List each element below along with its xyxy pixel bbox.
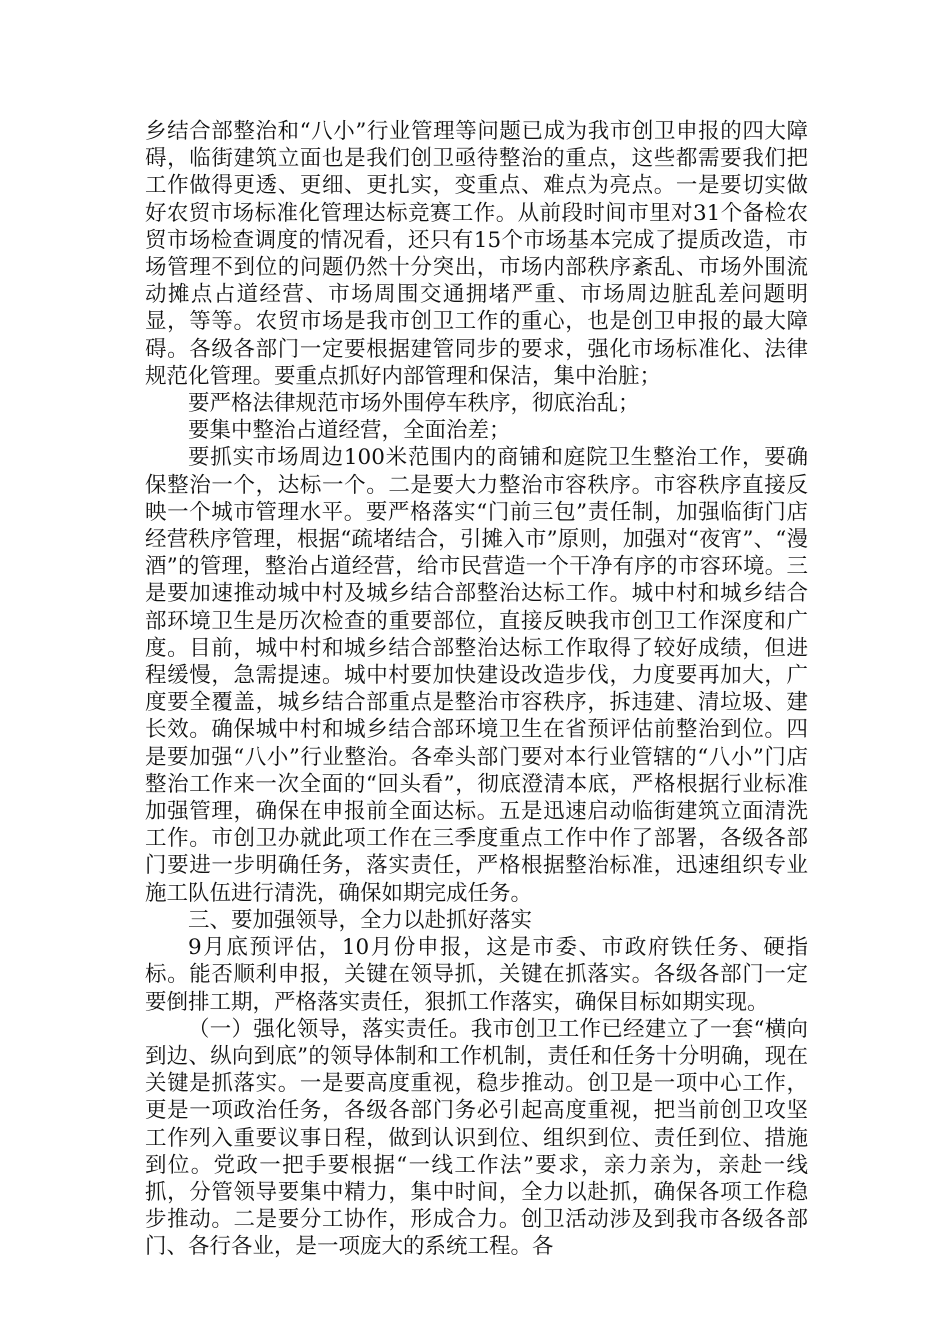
- paragraph-schedule: 9月底预评估，10月份申报，这是市委、市政府铁任务、硬指标。能否顺利申报，关键在领导抓，关键在抓落实。各级各部门一定要倒排工期，严格落实责任，狠抓工作落实，确保目标如期实现。: [145, 935, 808, 1015]
- paragraph-parking-order: 要严格法律规范市场外围停车秩序，彻底治乱；: [188, 391, 640, 417]
- paragraph-road-occupation: 要集中整治占道经营，全面治差；: [188, 418, 511, 444]
- document-body: [145, 118, 808, 1261]
- section-heading-three: 三、要加强领导，全力以赴抓好落实: [188, 907, 533, 933]
- paragraph-leadership: （一）强化领导，落实责任。我市创卫工作已经建立了一套“横向到边、纵向到底”的领导体制和工作机制，责任和任务十分明确，现在关键是抓落实。一是要高度重视，稳步推动。创卫是一项中心工作，更是一项政治任务，各级各部门务必引起高度重视，把当前创卫攻坚工作列入重要议事日程，做到认识到位、组织到位、责任到位、措施到位。党政一把手要根据“一线工作法”要求，亲力亲为，亲赴一线抓，分管领导要集中精力，集中时间，全力以赴抓，确保各项工作稳步推动。二是要分工协作，形成合力。创卫活动涉及到我市各级各部门、各行各业，是一项庞大的系统工程。各: [145, 1016, 808, 1260]
- paragraph-continued: 乡结合部整治和“八小”行业管理等问题已成为我市创卫申报的四大障碍，临街建筑立面也是我们创卫亟待整治的重点，这些都需要我们把工作做得更透、更细、更扎实，变重点、难点为亮点。一是要切实做好农贸市场标准化管理达标竞赛工作。从前段时间市里对31个备检农贸市场检查调度的情况看，还只有15个市场基本完成了提质改造，市场管理不到位的问题仍然十分突出，市场内部秩序紊乱、市场外围流动摊点占道经营、市场周围交通拥堵严重、市场周边脏乱差问题明显，等等。农贸市场是我市创卫工作的重心，也是创卫申报的最大障碍。各级各部门一定要根据建管同步的要求，强化市场标准化、法律规范化管理。要重点抓好内部管理和保洁，集中治脏；: [145, 119, 808, 389]
- paragraph-market-surroundings: 要抓实市场周边100米范围内的商铺和庭院卫生整治工作，要确保整治一个，达标一个。二是要大力整治市容秩序。市容秩序直接反映一个城市管理水平。要严格落实“门前三包”责任制，加强临街门店经营秩序管理，根据“疏堵结合，引摊入市”原则，加强对“夜宵”、“漫酒”的管理，整治占道经营，给市民营造一个干净有序的市容环境。三是要加速推动城中村及城乡结合部整治达标工作。城中村和城乡结合部环境卫生是历次检查的重要部位，直接反映我市创卫工作深度和广度。目前，城中村和城乡结合部整治达标工作取得了较好成绩，但进程缓慢，急需提速。城中村要加快建设改造步伐，力度要再加大，广度要全覆盖，城乡结合部重点是整治市容秩序，拆违建、清垃圾、建长效。确保城中村和城乡结合部环境卫生在省预评估前整治到位。四是要加强“八小”行业整治。各牵头部门要对本行业管辖的“八小”门店整治工作来一次全面的“回头看”，彻底澄清本底，严格根据行业标准加强管理，确保在申报前全面达标。五是迅速启动临街建筑立面清洗工作。市创卫办就此项工作在三季度重点工作中作了部署，各级各部门要进一步明确任务，落实责任，严格根据整治标准，迅速组织专业施工队伍进行清洗，确保如期完成任务。: [145, 445, 808, 906]
